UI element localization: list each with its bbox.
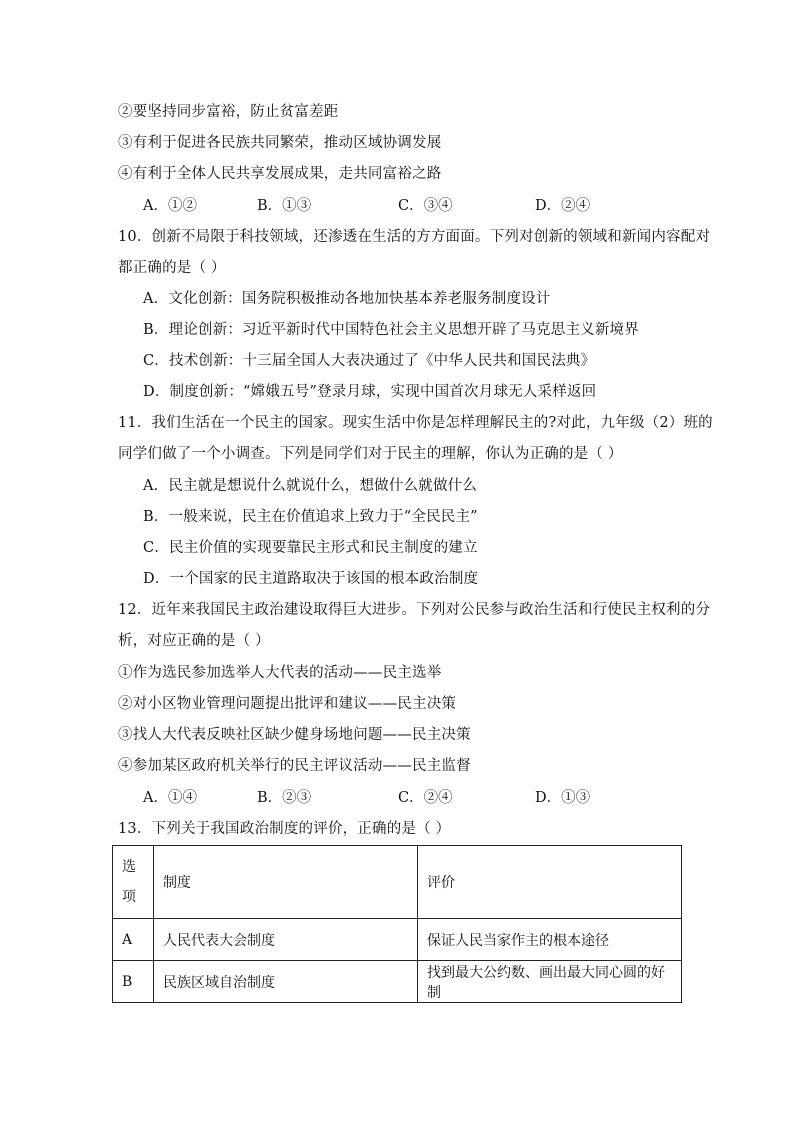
- q12-option-d[interactable]: D．①③: [535, 790, 591, 806]
- q12-item-1: ①作为选民参加选举人大代表的活动——民主选举: [118, 665, 442, 681]
- row-system-cell: 人民代表大会制度: [154, 919, 418, 961]
- q10-option-c[interactable]: C．技术创新：十三届全国人大表决通过了《中华人民共和国民法典》: [143, 353, 596, 369]
- header-system-cell: 制度: [154, 846, 418, 919]
- header-option-label-1: 选: [122, 859, 136, 875]
- q12-option-b[interactable]: B．②③: [257, 790, 312, 806]
- q9-item-2: ②要坚持同步富裕，防止贫富差距: [118, 104, 339, 120]
- row-option-cell: A: [113, 919, 154, 961]
- q10-stem-line-1: 10．创新不局限于科技领域，还渗透在生活的方方面面。下列对创新的领域和新闻内容配对: [118, 229, 711, 245]
- q11-option-d[interactable]: D．一个国家的民主道路取决于该国的根本政治制度: [143, 571, 479, 587]
- q13-stem: 13．下列关于我国政治制度的评价，正确的是（ ）: [118, 821, 451, 837]
- q12-stem-line-2: 析，对应正确的是（ ）: [118, 633, 270, 649]
- row-eval-cell: 保证人民当家作主的根本途径: [418, 919, 682, 961]
- q10-stem-line-2: 都正确的是（ ）: [118, 260, 226, 276]
- q9-option-d[interactable]: D．②④: [535, 198, 591, 214]
- row-option-cell: B: [113, 961, 154, 1003]
- q9-option-b[interactable]: B．①③: [257, 198, 312, 214]
- q12-option-c[interactable]: C．②④: [398, 790, 453, 806]
- table-row[interactable]: [113, 961, 682, 1003]
- q13-table: [112, 845, 682, 1003]
- header-eval-cell: 评价: [418, 846, 682, 919]
- q9-item-3: ③有利于促进各民族共同繁荣，推动区域协调发展: [118, 135, 442, 151]
- q9-option-a[interactable]: A．①②: [143, 198, 197, 214]
- q11-option-c[interactable]: C．民主价值的实现要靠民主形式和民主制度的建立: [143, 540, 478, 556]
- row-system-cell: 民族区域自治制度: [154, 961, 418, 1003]
- q10-option-d[interactable]: D．制度创新：“嫦娥五号”登录月球，实现中国首次月球无人采样返回: [143, 384, 597, 400]
- row-eval-cell: 找到最大公约数、画出最大同心圆的好制: [418, 961, 682, 1003]
- q9-option-c[interactable]: C．③④: [398, 198, 453, 214]
- q11-option-b[interactable]: B．一般来说，民主在价值追求上致力于“全民民主”: [143, 509, 478, 525]
- q12-option-a[interactable]: A．①④: [143, 790, 197, 806]
- table-row[interactable]: [113, 919, 682, 961]
- q9-item-4: ④有利于全体人民共享发展成果，走共同富裕之路: [118, 166, 442, 182]
- header-option-label-2: 项: [122, 889, 136, 905]
- q10-option-a[interactable]: A．文化创新：国务院积极推动各地加快基本养老服务制度设计: [143, 291, 551, 307]
- table-header-row: [113, 846, 682, 919]
- q10-option-b[interactable]: B．理论创新：习近平新时代中国特色社会主义思想开辟了马克思主义新境界: [143, 322, 639, 338]
- q11-option-a[interactable]: A．民主就是想说什么就说什么，想做什么就做什么: [143, 478, 478, 494]
- q12-item-4: ④参加某区政府机关举行的民主评议活动——民主监督: [118, 758, 471, 774]
- q12-stem-line-1: 12．近年来我国民主政治建设取得巨大进步。下列对公民参与政治生活和行使民主权利的分: [118, 602, 711, 618]
- q12-item-2: ②对小区物业管理问题提出批评和建议——民主决策: [118, 696, 457, 712]
- q11-stem-line-2: 同学们做了一个小调查。下列是同学们对于民主的理解，你认为正确的是（ ）: [118, 446, 623, 462]
- q11-stem-line-1: 11．我们生活在一个民主的国家。现实生活中你是怎样理解民主的?对此，九年级（2）班的: [118, 415, 713, 431]
- q12-item-3: ③找人大代表反映社区缺少健身场地问题——民主决策: [118, 727, 471, 743]
- header-option-cell: [113, 846, 154, 919]
